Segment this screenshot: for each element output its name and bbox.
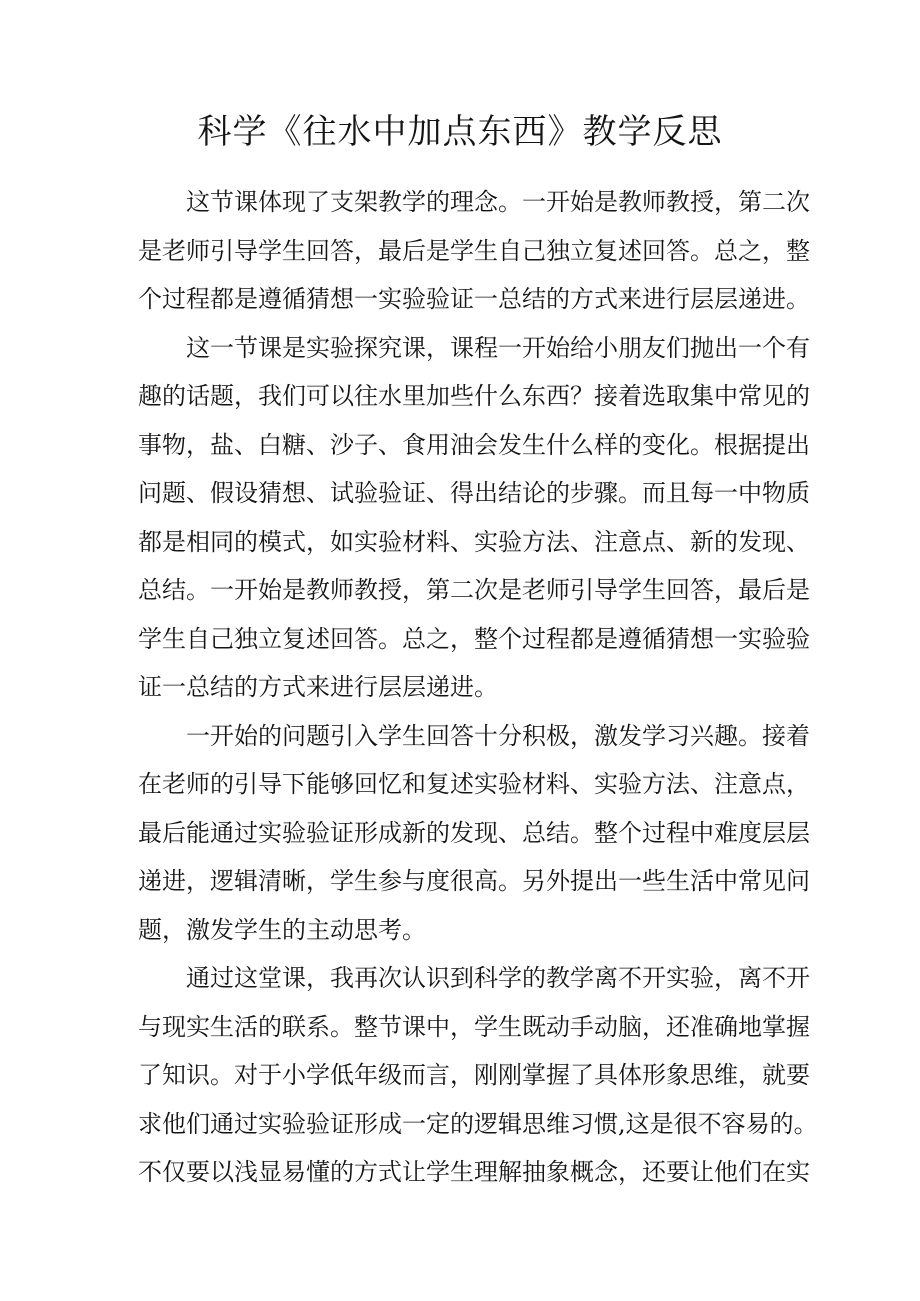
text-line: 这一节课是实验探究课，课程一开始给小朋友们抛出一个有: [186, 333, 810, 362]
paragraph-4: [138, 954, 818, 1197]
text-line: 求他们通过实验验证形成一定的逻辑思维习惯,这是很不容易的。: [138, 1109, 818, 1138]
text-line: 个过程都是遵循猜想一实验验证一总结的方式来进行层层递进。: [138, 285, 810, 313]
text-line: 一开始的问题引入学生回答十分积极，激发学习兴趣。接着: [186, 721, 810, 750]
text-line: 学生自己独立复述回答。总之，整个过程都是遵循猜想一实验验: [138, 624, 810, 653]
text-line: 题，激发学生的主动思考。: [138, 915, 426, 944]
text-line: 都是相同的模式，如实验材料、实验方法、注意点、新的发现、: [138, 527, 810, 556]
text-line: 在老师的引导下能够回忆和复述实验材料、实验方法、注意点，: [138, 770, 810, 798]
text-line: 通过这堂课，我再次认识到科学的教学离不开实验，离不开: [186, 964, 810, 992]
text-line: 事物，盐、白糖、沙子、食用油会发生什么样的变化。根据提出: [138, 430, 810, 459]
text-line: 递进，逻辑清晰，学生参与度很高。另外提出一些生活中常见问: [138, 867, 810, 895]
text-line: 趣的话题，我们可以往水里加些什么东西？接着选取集中常见的: [138, 382, 810, 410]
paragraph-2: [138, 324, 810, 712]
text-line: 是老师引导学生回答，最后是学生自己独立复述回答。总之，整: [138, 236, 810, 265]
text-line: 了知识。对于小学低年级而言，刚刚掌握了具体形象思维，就要: [138, 1061, 810, 1089]
paragraph-3: [138, 712, 810, 955]
text-line: 问题、假设猜想、试验验证、得出结论的步骤。而且每一中物质: [138, 479, 810, 507]
document-body: [138, 178, 818, 1197]
document-title: 科学《往水中加点东西》教学反思: [197, 112, 723, 152]
text-line: 这节课体现了支架教学的理念。一开始是教师教授，第二次: [186, 188, 810, 216]
text-line: 证一总结的方式来进行层层递进。: [138, 673, 498, 701]
text-line: 与现实生活的联系。整节课中，学生既动手动脑，还准确地掌握: [138, 1012, 810, 1041]
text-line: 不仅要以浅显易懂的方式让学生理解抽象概念，还要让他们在实: [138, 1158, 810, 1186]
paragraph-1: [138, 178, 810, 324]
text-line: 总结。一开始是教师教授，第二次是老师引导学生回答，最后是: [138, 576, 810, 604]
text-line: 最后能通过实验验证形成新的发现、总结。整个过程中难度层层: [138, 818, 810, 847]
